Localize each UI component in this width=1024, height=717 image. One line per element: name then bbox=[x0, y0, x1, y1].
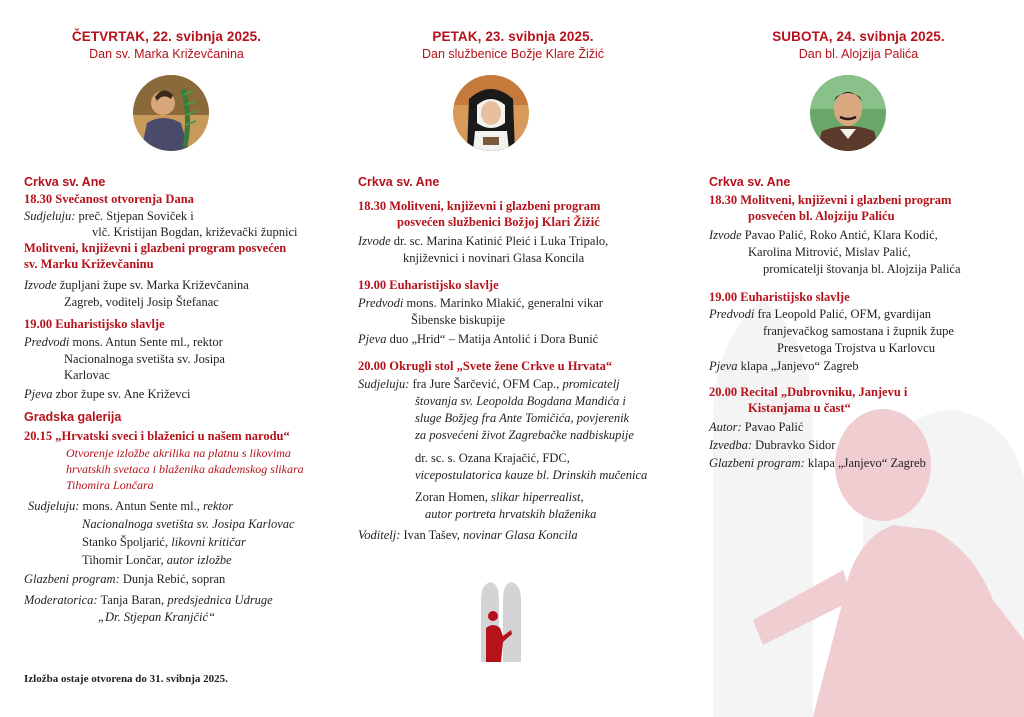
day-date: SUBOTA, 24. svibnja 2025. bbox=[772, 29, 945, 44]
event-line: Presvetoga Trojstva u Karlovcu bbox=[777, 341, 935, 355]
event-title: posvećen bl. Alojziju Paliću bbox=[748, 209, 895, 223]
event-line: promicatelji štovanja bl. Alojzija Palića bbox=[763, 262, 961, 276]
day-header bbox=[693, 29, 1024, 61]
event-title: Kistanjama u čast“ bbox=[748, 401, 851, 415]
event-line: štovanja sv. Leopolda Bogdana Mandića i bbox=[415, 394, 626, 408]
event-line: Šibenske biskupije bbox=[411, 313, 506, 327]
event-line: Pjeva duo „Hrid“ – Matija Antolić i Dora Bunić bbox=[358, 332, 599, 346]
church-window-logo bbox=[479, 580, 523, 662]
event-line: Karolina Mitrović, Mislav Palić, bbox=[748, 245, 911, 259]
event-line: Nacionalnoga svetišta sv. Josipa bbox=[64, 352, 225, 366]
event-line: vicepostulatorica kauze bl. Drinskih mučenica bbox=[415, 468, 648, 482]
footer-note: Izložba ostaje otvorena do 31. svibnja 2025. bbox=[24, 673, 228, 685]
event-line: Pjeva zbor župe sv. Ane Križevci bbox=[24, 387, 191, 401]
event-line: Glazbeni program: Dunja Rebić, sopran bbox=[24, 572, 226, 586]
event-title: 19.00 Euharistijsko slavlje bbox=[358, 278, 499, 292]
portrait-alojzije-palic bbox=[810, 75, 886, 151]
event-line: književnici i novinari Glasa Koncila bbox=[403, 251, 585, 265]
event-title: 20.15 „Hrvatski sveci i blaženici u našem narodu“ bbox=[24, 429, 290, 443]
day-subtitle: Dan službenice Božje Klare Žižić bbox=[421, 47, 605, 61]
event-title: 19.00 Euharistijsko slavlje bbox=[709, 290, 850, 304]
venue-crkva: Crkva sv. Ane bbox=[709, 175, 791, 189]
event-title: 20.00 Okrugli stol „Svete žene Crkve u Hrvata“ bbox=[358, 359, 613, 373]
event-line: Nacionalnoga svetišta sv. Josipa Karlovac bbox=[82, 517, 295, 531]
day-header bbox=[0, 29, 333, 61]
column-thursday bbox=[0, 0, 333, 717]
event-description: hrvatskih svetaca i blaženika akademskog slikara bbox=[66, 462, 304, 476]
event-title: 19.00 Euharistijsko slavlje bbox=[24, 317, 165, 331]
day-subtitle: Dan sv. Marka Križevčanina bbox=[89, 47, 244, 61]
event-line: Voditelj: Ivan Tašev, novinar Glasa Koncila bbox=[358, 528, 578, 542]
venue-crkva: Crkva sv. Ane bbox=[24, 175, 106, 189]
portrait-klara-zizic bbox=[453, 75, 529, 151]
day-header bbox=[333, 29, 693, 61]
event-title: 18.30 Svečanost otvorenja Dana bbox=[24, 192, 194, 206]
event-line: Glazbeni program: klapa „Janjevo“ Zagreb bbox=[709, 456, 926, 470]
event-line: Izvode dr. sc. Marina Katinić Pleić i Luka Tripalo, bbox=[358, 234, 609, 248]
event-line: Sudjeluju: fra Jure Šarčević, OFM Cap., promicatelj bbox=[358, 377, 620, 391]
event-title: 18.30 Molitveni, književni i glazbeni program bbox=[358, 199, 601, 213]
event-line: Predvodi fra Leopold Palić, OFM, gvardijan bbox=[709, 307, 932, 321]
event-title: posvećen službenici Božjoj Klari Žižić bbox=[397, 215, 600, 229]
event-description: Tihomira Lončara bbox=[66, 478, 154, 492]
event-line: Sudjeluju: preč. Stjepan Soviček i bbox=[24, 209, 194, 223]
event-line: franjevačkog samostana i župnik župe bbox=[763, 324, 954, 338]
event-line: za posvećeni život Zagrebačke nadbiskupije bbox=[415, 428, 634, 442]
event-line: Izvode župljani župe sv. Marka Križevčanina bbox=[24, 278, 249, 292]
event-line: Stanko Špoljarić, likovni kritičar bbox=[82, 535, 246, 549]
event-line: Izvode Pavao Palić, Roko Antić, Klara Kodić, bbox=[709, 228, 938, 242]
event-line: vlč. Kristijan Bogdan, križevački župnici bbox=[92, 225, 298, 239]
event-line: Tihomir Lončar, autor izložbe bbox=[82, 553, 232, 567]
event-title: 20.00 Recital „Dubrovniku, Janjevu i bbox=[709, 385, 908, 399]
day-date: PETAK, 23. svibnja 2025. bbox=[432, 29, 594, 44]
event-line: Moderatorica: Tanja Baran, predsjednica Udruge bbox=[24, 593, 273, 607]
day-subtitle: Dan bl. Alojzija Palića bbox=[798, 47, 919, 61]
event-line: Zagreb, voditelj Josip Štefanac bbox=[64, 295, 219, 309]
event-line: dr. sc. s. Ozana Krajačić, FDC, bbox=[415, 451, 570, 465]
venue-galerija: Gradska galerija bbox=[24, 410, 122, 424]
event-line: Karlovac bbox=[64, 368, 110, 382]
event-line: Sudjeluju: mons. Antun Sente ml., rektor bbox=[28, 499, 234, 513]
event-line: Predvodi mons. Antun Sente ml., rektor bbox=[24, 335, 223, 349]
event-line: autor portreta hrvatskih blaženika bbox=[425, 507, 597, 521]
portrait-sv-marko bbox=[133, 75, 209, 151]
event-title: sv. Marku Križevčaninu bbox=[24, 257, 154, 271]
day-date: ČETVRTAK, 22. svibnja 2025. bbox=[71, 29, 262, 44]
event-line: Pjeva klapa „Janjevo“ Zagreb bbox=[709, 359, 859, 373]
column-saturday bbox=[693, 0, 1024, 717]
event-line: Zoran Homen, slikar hiperrealist, bbox=[415, 490, 584, 504]
event-description: Otvorenje izložbe akrilika na platnu s likovima bbox=[66, 446, 291, 460]
event-line: sluge Božjeg fra Ante Tomičića, povjerenik bbox=[415, 411, 630, 425]
event-line: Autor: Pavao Palić bbox=[709, 420, 804, 434]
column-friday bbox=[333, 0, 693, 717]
event-title: Molitveni, književni i glazbeni program posvećen bbox=[24, 241, 287, 255]
event-line: „Dr. Stjepan Kranjčić“ bbox=[98, 610, 216, 624]
event-line: Predvodi mons. Marinko Mlakić, generalni vikar bbox=[358, 296, 603, 310]
venue-crkva: Crkva sv. Ane bbox=[358, 175, 440, 189]
event-line: Izvedba: Dubravko Sidor bbox=[709, 438, 836, 452]
event-title: 18.30 Molitveni, književni i glazbeni program bbox=[709, 193, 952, 207]
